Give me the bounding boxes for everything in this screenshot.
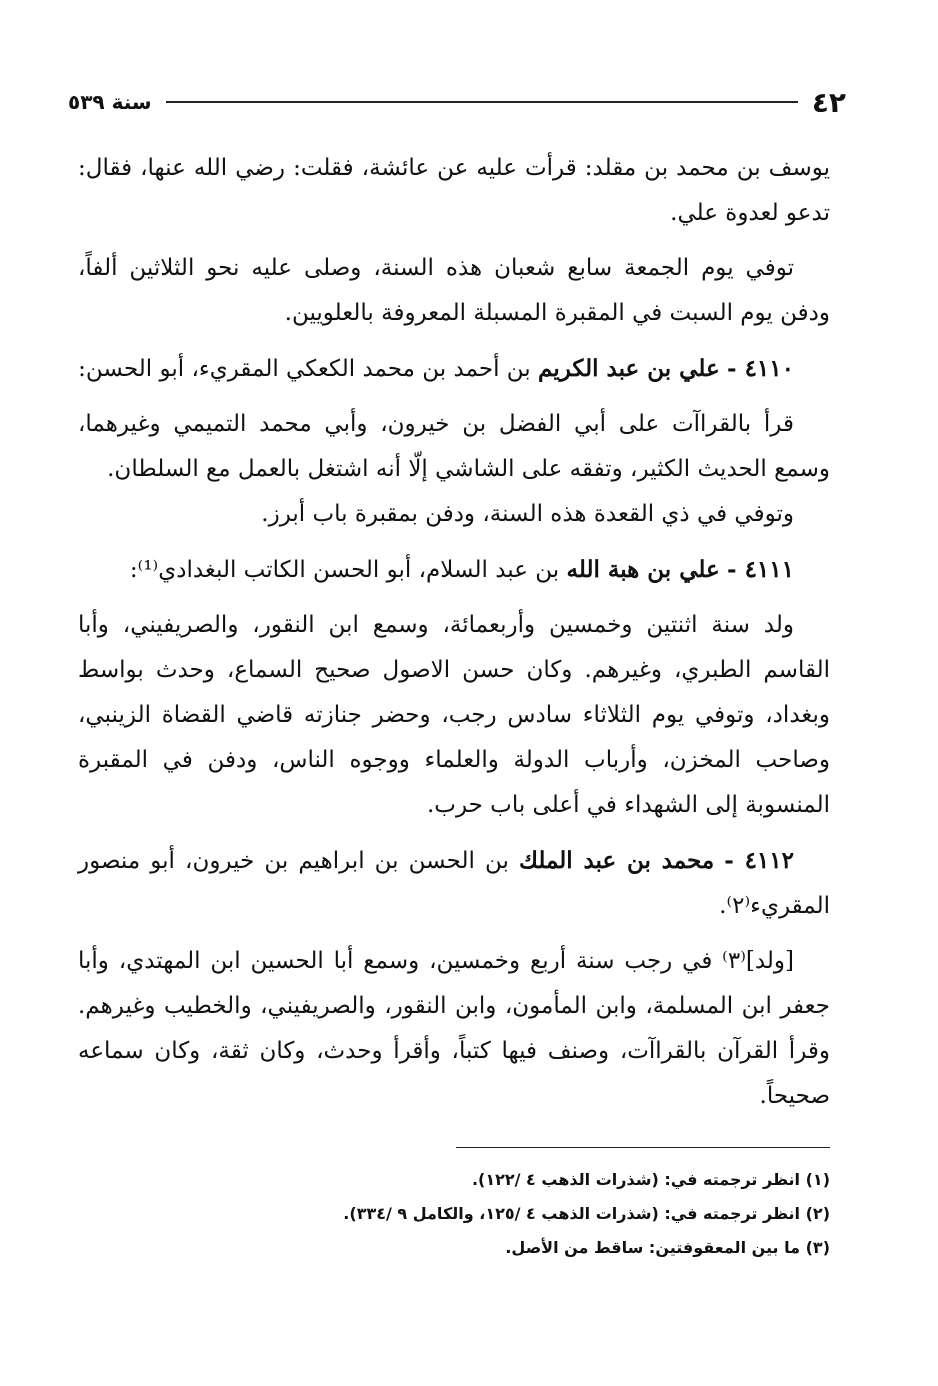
entry-name: محمد بن عبد الملك xyxy=(518,847,715,874)
header-rule xyxy=(166,101,798,103)
paragraph-text: وتوفي في ذي القعدة هذه السنة، ودفن بمقبرة باب أبرز. xyxy=(261,501,794,527)
paragraph xyxy=(78,492,830,537)
entry-name: علي بن عبد الكريم xyxy=(538,355,720,382)
footnote: (٢) انظر ترجمته في: (شذرات الذهب ٤ /١٢٥، والكامل ٩ /٣٣٤). xyxy=(343,1204,830,1223)
biography-entry-heading xyxy=(78,838,830,929)
paragraph xyxy=(78,246,830,336)
paragraph-text: توفي يوم الجمعة سابع شعبان هذه السنة، وصلى عليه نحو الثلاثين ألفاً، ودفن يوم السبت في المقبرة المسبلة المعروفة بالعلويين. xyxy=(78,255,830,326)
paragraph-text: ولد سنة اثنتين وخمسين وأربعمائة، وسمع ابن النقور، والصريفيني، وأبا القاسم الطبري، وغيرهم. وكان حسن الاصول صحيح السماع، وحدث بواسط وبغداد، وتوفي يوم الثلاثاء سادس رجب، وحضر جنازته قاضي القضاة الزينبي، وصاحب المخزن، وأرباب الدولة والعلماء ووجوه الناس، ودفن في المقبرة المنسوبة إلى الشهداء في أعلى باب حرب. xyxy=(78,612,830,818)
page-header xyxy=(68,82,846,122)
biography-entry-heading xyxy=(78,346,830,392)
footnotes xyxy=(120,1163,830,1265)
footnote: (١) انظر ترجمته في: (شذرات الذهب ٤ /١٢٢). xyxy=(471,1170,830,1189)
entry-name: علي بن هبة الله xyxy=(566,556,720,583)
paragraph xyxy=(78,603,830,828)
entry-heading-text: بن الحسن بن ابراهيم بن خيرون، أبو منصور المقريء⁽٢⁾. xyxy=(78,848,830,919)
footnote-separator xyxy=(456,1147,830,1148)
paragraph-text: [ولد]⁽٣⁾ في رجب سنة أربع وخمسين، وسمع أبا الحسين ابن المهتدي، وأبا جعفر ابن المسلمة، وابن المأمون، وابن النقور، والصريفيني، والخطيب وغيرهم. وقرأ القرآن بالقراآت، وصنف فيها كتباً، وأقرأ وحدث، وكان ثقة، وكان سماعه صحيحاً. xyxy=(78,948,830,1109)
paragraph xyxy=(78,146,830,236)
paragraph xyxy=(78,402,830,492)
paragraph-text: قرأ بالقراآت على أبي الفضل بن خيرون، وأبي محمد التميمي وغيرهما، وسمع الحديث الكثير، وتفقه على الشاشي إلّا أنه اشتغل بالعمل مع السلطان. xyxy=(78,411,830,482)
entry-heading-text: بن أحمد بن محمد الكعكي المقريء، أبو الحسن: xyxy=(78,356,539,382)
footnote: (٣) ما بين المعقوفتين: ساقط من الأصل. xyxy=(505,1238,830,1257)
paragraph-text: يوسف بن محمد بن مقلد: قرأت عليه عن عائشة، فقلت: رضي الله عنها، فقال: تدعو لعدوة علي. xyxy=(78,155,830,226)
entry-heading-text: بن عبد السلام، أبو الحسن الكاتب البغدادي⁽¹⁾: xyxy=(129,557,567,583)
entry-number: ٤١١١ - xyxy=(727,556,794,583)
entry-number: ٤١١٠ - xyxy=(727,355,794,382)
page-number: ٤٢ xyxy=(811,85,846,119)
paragraph xyxy=(78,939,830,1119)
entry-number: ٤١١٢ - xyxy=(724,847,794,874)
biography-entry-heading xyxy=(78,547,830,593)
running-head-year: سنة ٥٣٩ xyxy=(68,90,152,114)
main-text xyxy=(78,146,830,1129)
